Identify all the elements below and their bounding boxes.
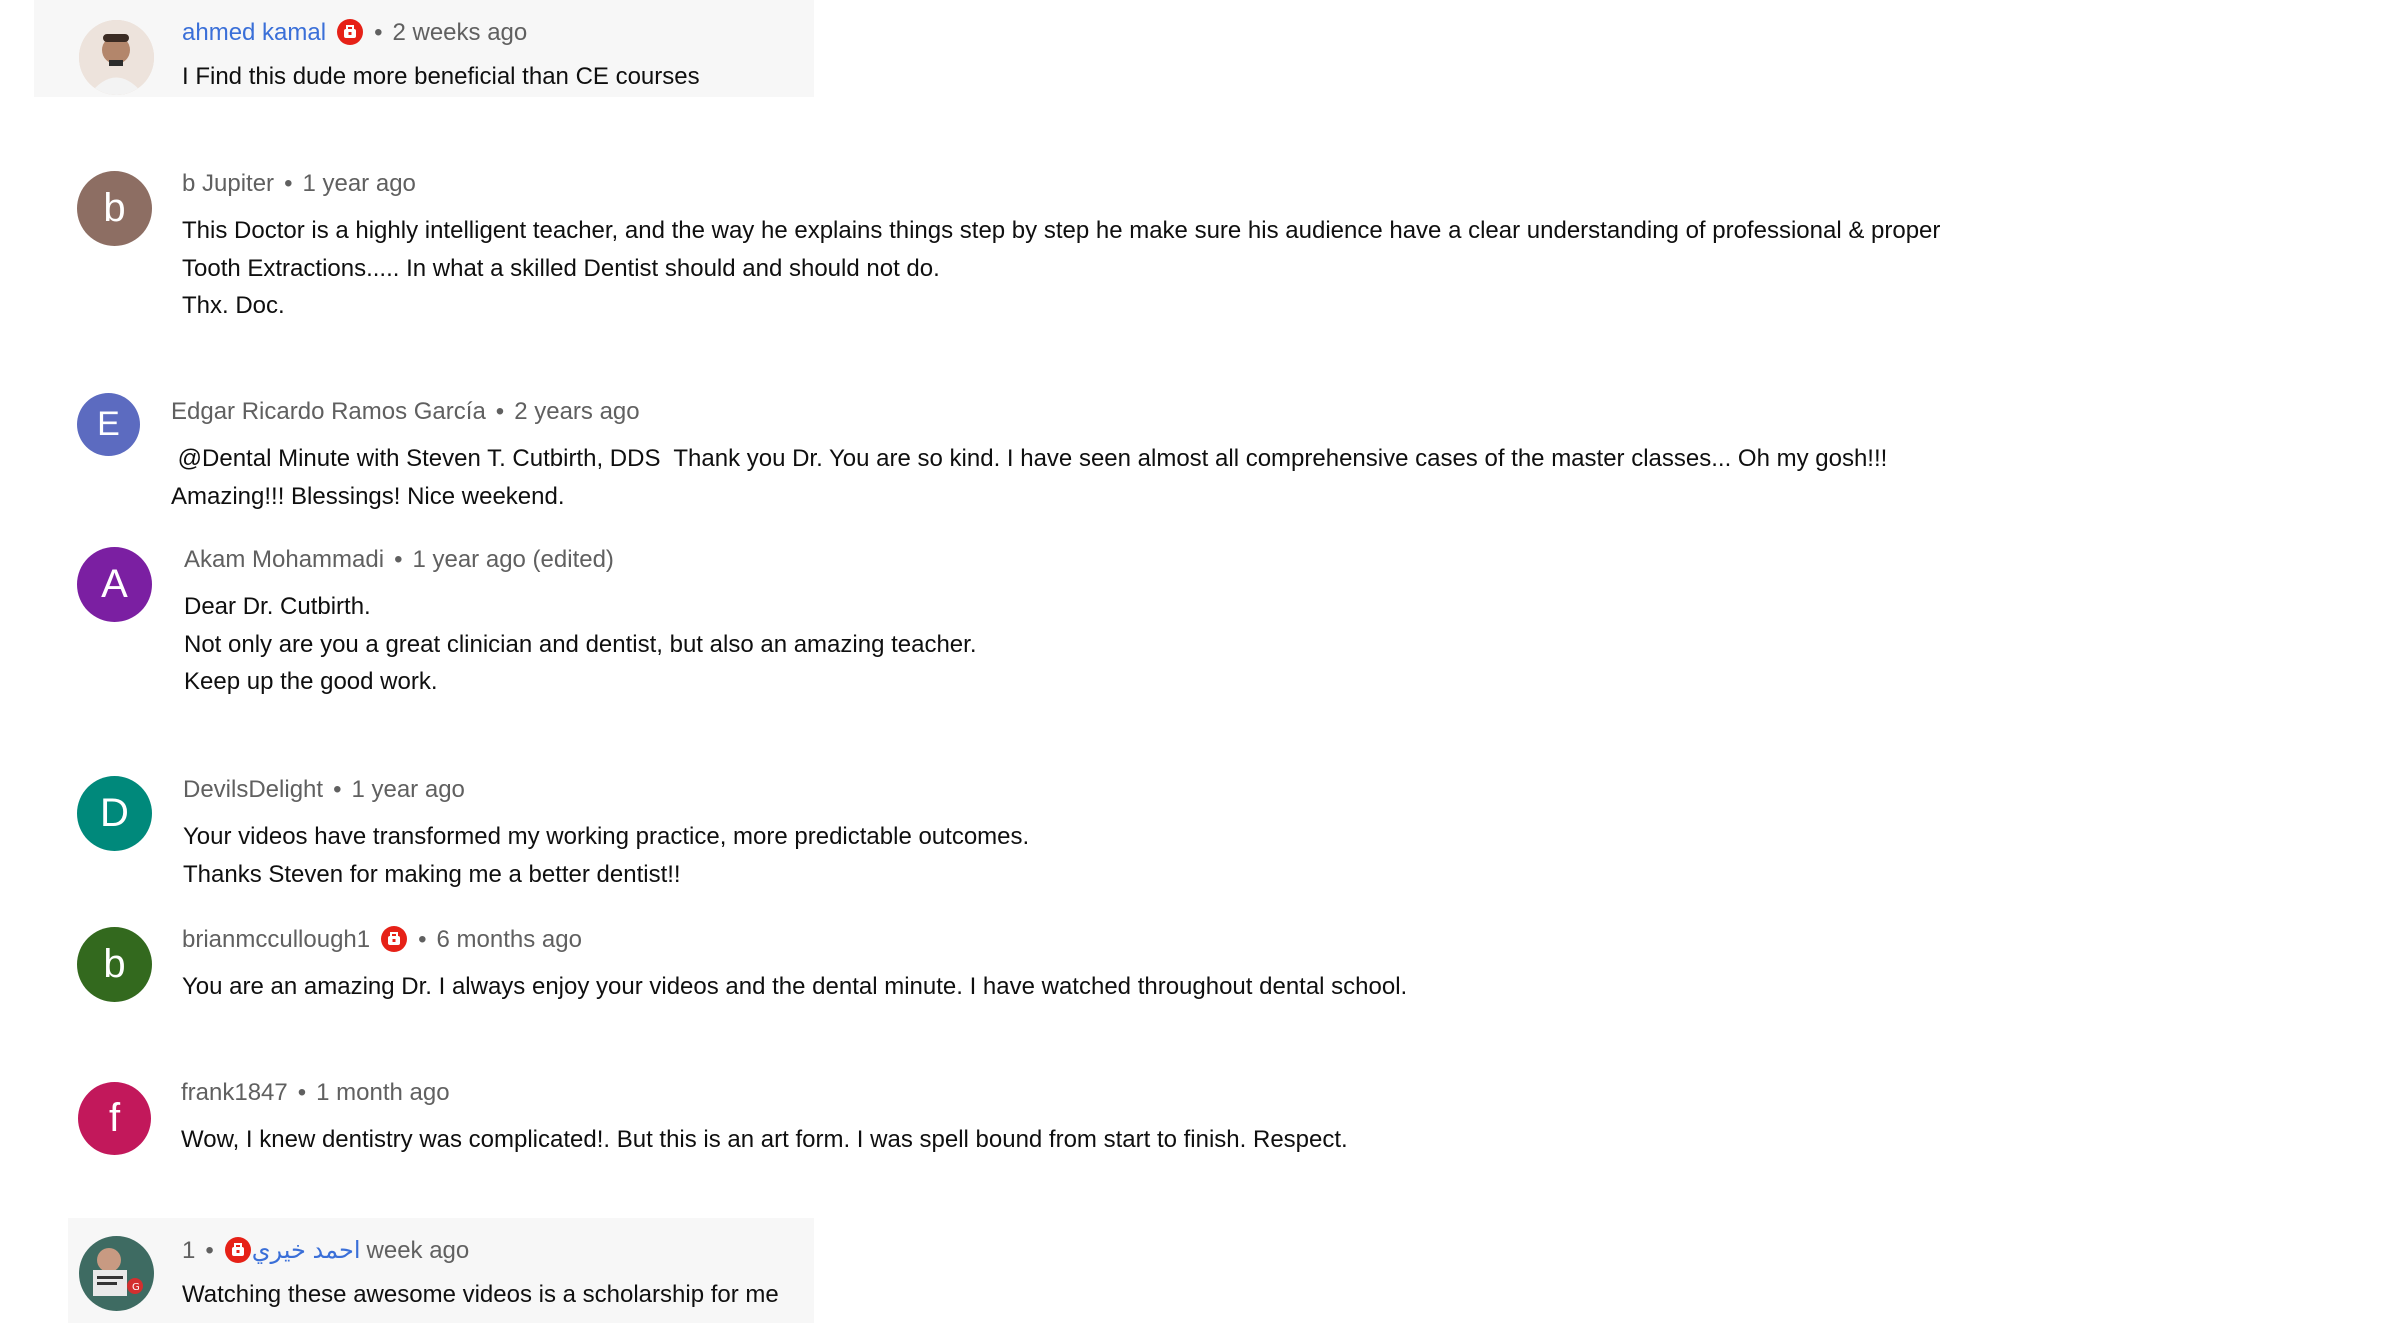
comment-header: b Jupiter • 1 year ago	[182, 170, 416, 197]
svg-text:G: G	[132, 1282, 140, 1293]
author-name[interactable]: DevilsDelight	[183, 776, 324, 803]
comment-text: @Dental Minute with Steven T. Cutbirth, DDS Thank you Dr. You are so kind. I have seen almost all comprehensive cases of the master classes... Oh my gosh!!! Amazing!!! Blessings! Nice weekend.	[171, 445, 1888, 510]
comment-time[interactable]: 1 year ago (edited)	[412, 546, 614, 573]
comment-header: Akam Mohammadi • 1 year ago (edited)	[184, 546, 614, 573]
comment-header: brianmccullough1 • 6 months ago	[182, 926, 582, 953]
avatar[interactable]	[79, 20, 154, 95]
comment-text: Your videos have transformed my working practice, more predictable outcomes. Thanks Steven for making me a better dentist!!	[183, 823, 1030, 888]
author-name[interactable]: احمد خيري	[251, 1237, 361, 1264]
comment-header: DevilsDelight • 1 year ago	[183, 776, 465, 803]
author-name[interactable]: b Jupiter	[182, 170, 275, 197]
avatar[interactable]: A	[77, 547, 152, 622]
comment-time[interactable]: 1 year ago	[302, 170, 416, 197]
comment-text: Watching these awesome videos is a scholarship for me	[182, 1281, 779, 1308]
creator-badge-icon	[224, 1236, 252, 1264]
comment-header: 1 • احمد خيري week ago	[182, 1237, 470, 1264]
comment-text: You are an amazing Dr. I always enjoy your videos and the dental minute. I have watched throughout dental school.	[182, 973, 1408, 1000]
comment-text: Dear Dr. Cutbirth. Not only are you a great clinician and dentist, but also an amazing teacher. Keep up the good work.	[184, 593, 977, 695]
avatar[interactable]: b	[77, 927, 152, 1002]
creator-badge-icon	[336, 18, 364, 46]
creator-badge-icon	[380, 925, 408, 953]
comment-header: Edgar Ricardo Ramos García • 2 years ago	[171, 398, 640, 425]
author-name[interactable]: Edgar Ricardo Ramos García	[171, 398, 486, 425]
comment-text: Wow, I knew dentistry was complicated!. But this is an art form. I was spell bound from start to finish. Respect.	[181, 1126, 1348, 1153]
author-name[interactable]: frank1847	[181, 1079, 288, 1106]
comment-header: frank1847 • 1 month ago	[181, 1079, 450, 1106]
comment-time[interactable]: 2 years ago	[514, 398, 640, 425]
comment-time[interactable]: week ago	[366, 1237, 470, 1264]
avatar[interactable]: f	[78, 1082, 151, 1155]
comment-time[interactable]: 1 year ago	[351, 776, 465, 803]
comment-time[interactable]: 6 months ago	[436, 926, 582, 953]
avatar[interactable]: b	[77, 171, 152, 246]
avatar[interactable]: E	[77, 393, 140, 456]
comment-text: I Find this dude more beneficial than CE courses	[182, 63, 700, 90]
comment-text: This Doctor is a highly intelligent teacher, and the way he explains things step by step he make sure his audience have a clear understanding of professional & proper Tooth Extractions..... In what a skilled Dentist should and should not do. Thx. Doc.	[182, 217, 1941, 319]
author-name[interactable]: ahmed kamal	[182, 19, 327, 46]
avatar[interactable]: D	[77, 776, 152, 851]
comment-time[interactable]: 2 weeks ago	[392, 19, 528, 46]
comment-time-count: 1	[182, 1237, 196, 1264]
author-name[interactable]: Akam Mohammadi	[184, 546, 385, 573]
avatar[interactable]	[79, 1236, 154, 1311]
comment-header: ahmed kamal • 2 weeks ago	[182, 19, 528, 46]
comment-time[interactable]: 1 month ago	[316, 1079, 450, 1106]
author-name[interactable]: brianmccullough1	[182, 926, 371, 953]
